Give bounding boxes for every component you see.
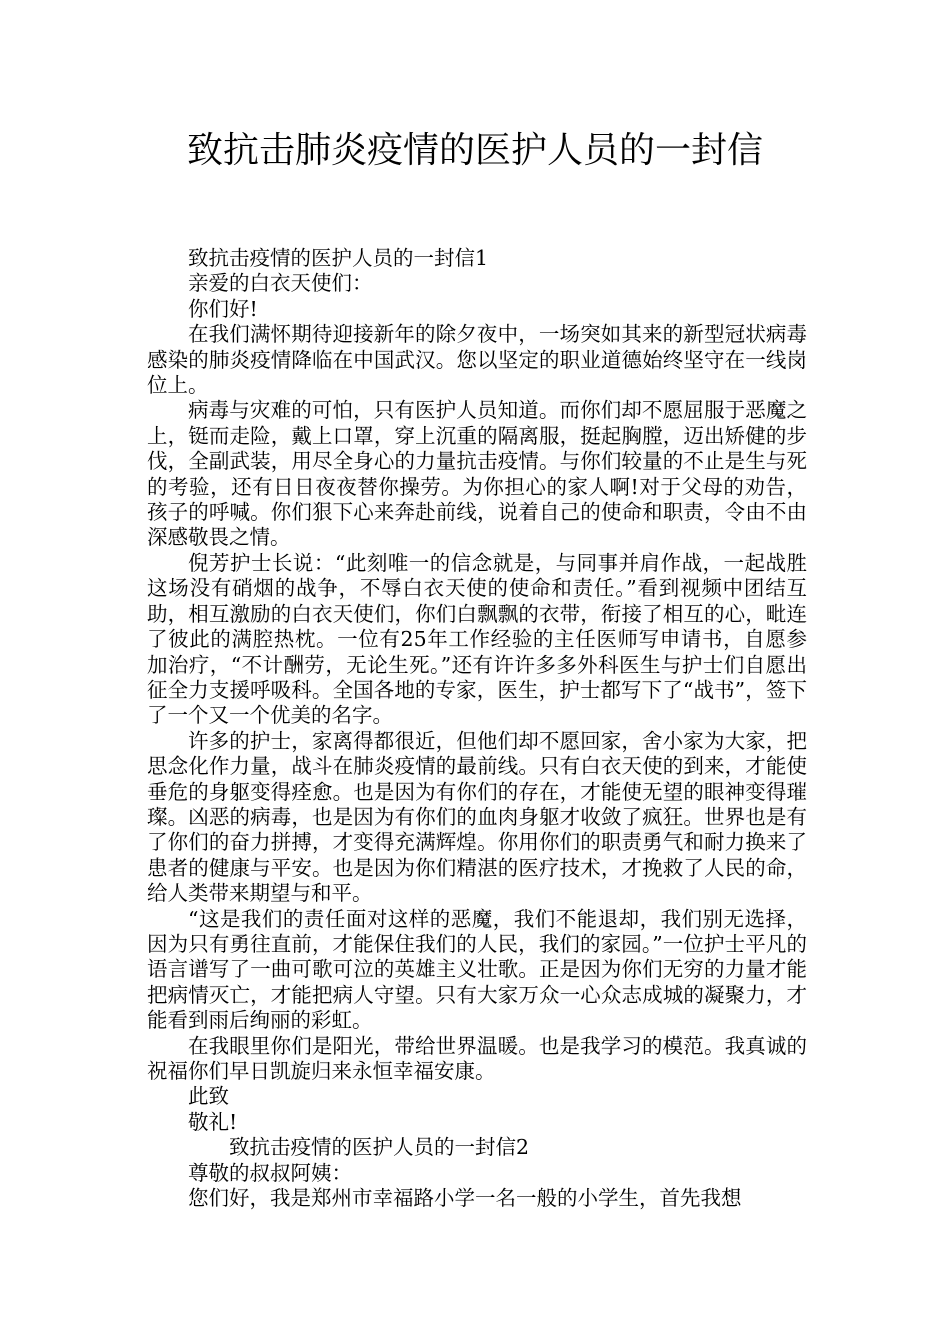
body-paragraph: “这是我们的责任面对这样的恶魔，我们不能退却，我们别无选择，因为只有勇往直前，才能保住我们的人民，我们的家园。”一位护士平凡的语言谱写了一曲可歌可泣的英雄主义壮歌。正是因为你们无穷的力量才能把病情灭亡，才能把病人守望。只有大家万众一心众志成城的凝聚力，才能看到雨后绚丽的彩虹。 — [147, 906, 807, 1033]
letter-body — [147, 246, 807, 1211]
body-paragraph: 许多的护士，家离得都很近，但他们却不愿回家，舍小家为大家，把思念化作力量，战斗在肺炎疫情的最前线。只有白衣天使的到来，才能使垂危的身躯变得痊愈。也是因为有你们的存在，才能使无望的眼神变得璀璨。凶恶的病毒，也是因为有你们的血肉身躯才收敛了疯狂。世界也是有了你们的奋力拼搏，才变得充满辉煌。你用你们的职责勇气和耐力换来了患者的健康与平安。也是因为你们精湛的医疗技术，才挽救了人民的命，给人类带来期望与和平。 — [147, 728, 807, 906]
body-paragraph: 在我们满怀期待迎接新年的除夕夜中，一场突如其来的新型冠状病毒感染的肺炎疫情降临在中国武汉。您以坚定的职业道德始终坚守在一线岗位上。 — [147, 322, 807, 398]
closing-salute: 敬礼! — [188, 1109, 238, 1134]
salutation: 尊敬的叔叔阿姨： — [188, 1160, 352, 1185]
letter-heading: 致抗击疫情的医护人员的一封信1 — [188, 246, 489, 270]
salutation: 亲爱的白衣天使们： — [188, 271, 373, 296]
letter-heading: 致抗击疫情的医护人员的一封信2 — [229, 1135, 530, 1160]
body-paragraph: 在我眼里你们是阳光，带给世界温暖。也是我学习的模范。我真诚的祝福你们早日凯旋归来永恒幸福安康。 — [147, 1033, 807, 1083]
document-title: 致抗击肺炎疫情的医护人员的一封信 — [186, 130, 763, 171]
greeting: 你们好! — [188, 296, 258, 321]
body-paragraph: 病毒与灾难的可怕，只有医护人员知道。而你们却不愿屈服于恶魔之上，铤而走险，戴上口罩，穿上沉重的隔离服，挺起胸膛，迈出矫健的步伐，全副武装，用尽全身心的力量抗击疫情。与你们较量的不止是生与死的考验，还有日日夜夜替你操劳。为你担心的家人啊!对于父母的劝告，孩子的呼喊。你们狠下心来奔赴前线，说着自己的使命和职责，令由不由深感敬畏之情。 — [147, 398, 807, 550]
body-paragraph: 您们好，我是郑州市幸福路小学一名一般的小学生，首先我想 — [188, 1186, 742, 1211]
body-paragraph: 倪芳护士长说：“此刻唯一的信念就是，与同事并肩作战，一起战胜这场没有硝烟的战争，不辱白衣天使的使命和责任。”看到视频中团结互助，相互激励的白衣天使们，你们白飘飘的衣带，衔接了相互的心，毗连了彼此的满腔热枕。一位有25年工作经验的主任医师写申请书，自愿参加治疗，“不计酬劳，无论生死。”还有许许多多外科医生与护士们自愿出征全力支援呼吸科。全国各地的专家，医生，护士都写下了“战书”，签下了一个又一个优美的名字。 — [147, 550, 807, 728]
closing-line: 此致 — [188, 1084, 229, 1109]
